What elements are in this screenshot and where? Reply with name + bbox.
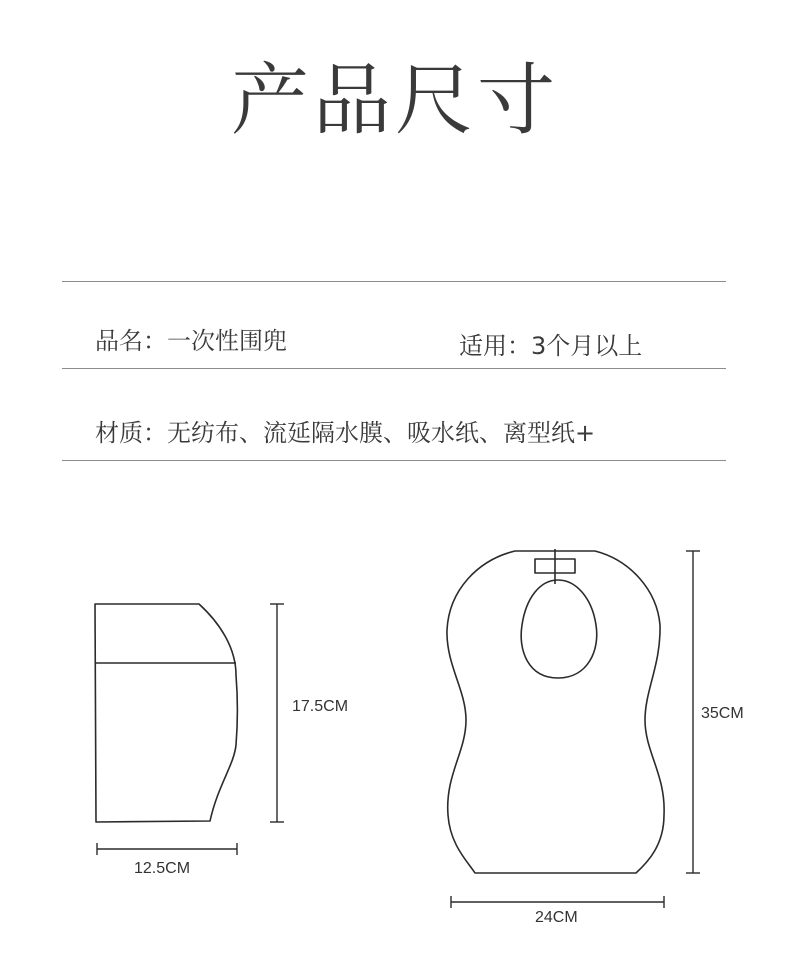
unfolded-height-label: 35CM: [701, 705, 744, 722]
suitable-age-spec: 适用：3个月以上: [459, 332, 643, 360]
unfolded-height-dimension: [686, 551, 700, 873]
product-name-spec: 品名：一次性围兜: [95, 327, 287, 355]
unfolded-width-dimension: [451, 896, 664, 908]
folded-width-label: 12.5CM: [134, 860, 191, 877]
folded-height-label: 17.5CM: [292, 698, 349, 715]
folded-bib-outline: [95, 604, 238, 822]
unfolded-bib-outline: [447, 551, 664, 873]
folded-width-dimension: [97, 843, 237, 855]
material-spec: 材质：无纺布、流延隔水膜、吸水纸、离型纸+: [95, 419, 596, 447]
neck-hole-outline: [521, 580, 597, 678]
page-title: 产品尺寸: [230, 56, 559, 146]
folded-height-dimension: [270, 604, 284, 822]
unfolded-width-label: 24CM: [535, 909, 578, 926]
